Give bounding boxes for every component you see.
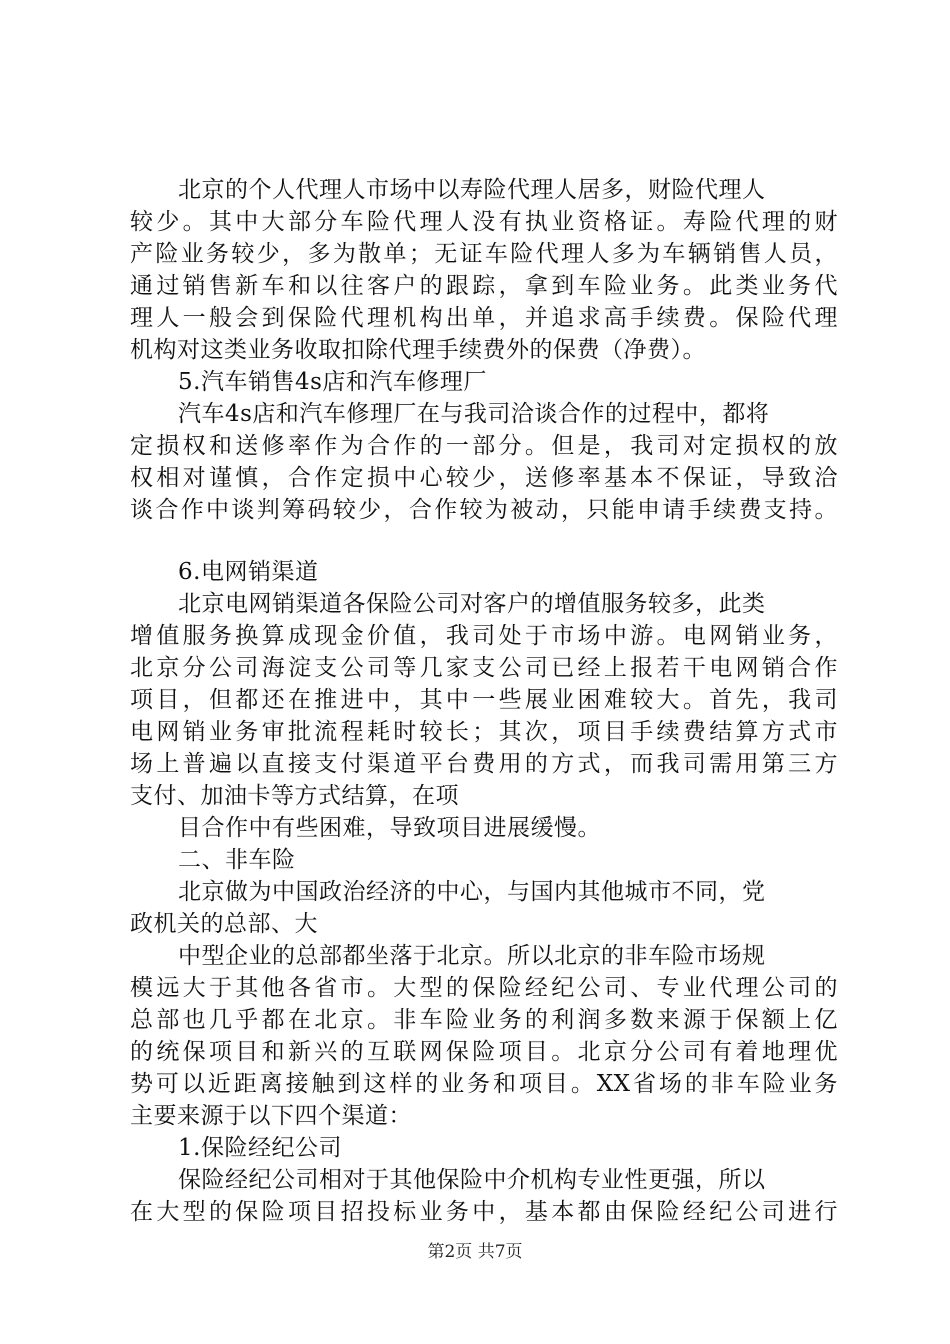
paragraph-line: 在大型的保险项目招投标业务中，基本都由保险经纪公司进行 — [130, 1199, 838, 1225]
paragraph-line: 目合作中有些困难，导致项目进展缓慢。 — [178, 815, 601, 841]
paragraph-line: 势可以近距离接触到这样的业务和项目。XX省场的非车险业务 — [130, 1071, 838, 1097]
paragraph-line: 北京电网销渠道各保险公司对客户的增值服务较多，此类 — [178, 591, 766, 617]
paragraph-line: 项目，但都还在推进中，其中一些展业困难较大。首先，我司 — [130, 687, 838, 713]
paragraph-line: 保险经纪公司相对于其他保险中介机构专业性更强，所以 — [178, 1167, 766, 1193]
paragraph-line: 机构对这类业务收取扣除代理手续费外的保费（净费）。 — [130, 337, 706, 363]
paragraph-line: 北京做为中国政治经济的中心，与国内其他城市不同，党 — [178, 879, 766, 905]
paragraph-line: 的统保项目和新兴的互联网保险项目。北京分公司有着地理优 — [130, 1039, 838, 1065]
section-heading: 二、非车险 — [178, 847, 296, 873]
paragraph-line: 场上普遍以直接支付渠道平台费用的方式，而我司需用第三方 — [130, 751, 838, 777]
section-heading: 6.电网销渠道 — [178, 559, 319, 585]
paragraph-line: 模远大于其他各省市。大型的保险经纪公司、专业代理公司的 — [130, 975, 838, 1001]
paragraph-line: 主要来源于以下四个渠道： — [130, 1103, 412, 1129]
section-heading: 1.保险经纪公司 — [178, 1135, 342, 1161]
paragraph-line: 理人一般会到保险代理机构出单，并追求高手续费。保险代理 — [130, 305, 838, 331]
paragraph-line: 中型企业的总部都坐落于北京。所以北京的非车险市场规 — [178, 943, 766, 969]
paragraph-line: 政机关的总部、大 — [130, 911, 318, 937]
paragraph-line: 较少。其中大部分车险代理人没有执业资格证。寿险代理的财 — [130, 209, 838, 235]
paragraph-line: 增值服务换算成现金价值，我司处于市场中游。电网销业务， — [130, 623, 838, 649]
paragraph-line: 定损权和送修率作为合作的一部分。但是，我司对定损权的放 — [130, 433, 838, 459]
paragraph-line: 通过销售新车和以往客户的跟踪，拿到车险业务。此类业务代 — [130, 273, 838, 299]
paragraph-line: 汽车4s店和汽车修理厂在与我司洽谈合作的过程中，都将 — [178, 401, 770, 427]
paragraph-line: 电网销业务审批流程耗时较长；其次，项目手续费结算方式市 — [130, 719, 838, 745]
paragraph-line: 权相对谨慎，合作定损中心较少，送修率基本不保证，导致洽 — [130, 465, 838, 491]
paragraph-line: 产险业务较少，多为散单；无证车险代理人多为车辆销售人员， — [130, 241, 838, 267]
paragraph-line: 北京分公司海淀支公司等几家支公司已经上报若干电网销合作 — [130, 655, 838, 681]
paragraph-line: 总部也几乎都在北京。非车险业务的利润多数来源于保额上亿 — [130, 1007, 838, 1033]
document-body — [130, 174, 838, 1228]
paragraph-line: 支付、加油卡等方式结算，在项 — [130, 783, 459, 809]
page-number-footer: 第2页 共7页 — [427, 1242, 523, 1262]
paragraph-line: 北京的个人代理人市场中以寿险代理人居多，财险代理人 — [178, 177, 766, 203]
paragraph-gap — [130, 526, 838, 556]
paragraph-line: 谈合作中谈判筹码较少，合作较为被动，只能申请手续费支持。 — [130, 497, 838, 523]
section-heading: 5.汽车销售4s店和汽车修理厂 — [178, 369, 487, 395]
